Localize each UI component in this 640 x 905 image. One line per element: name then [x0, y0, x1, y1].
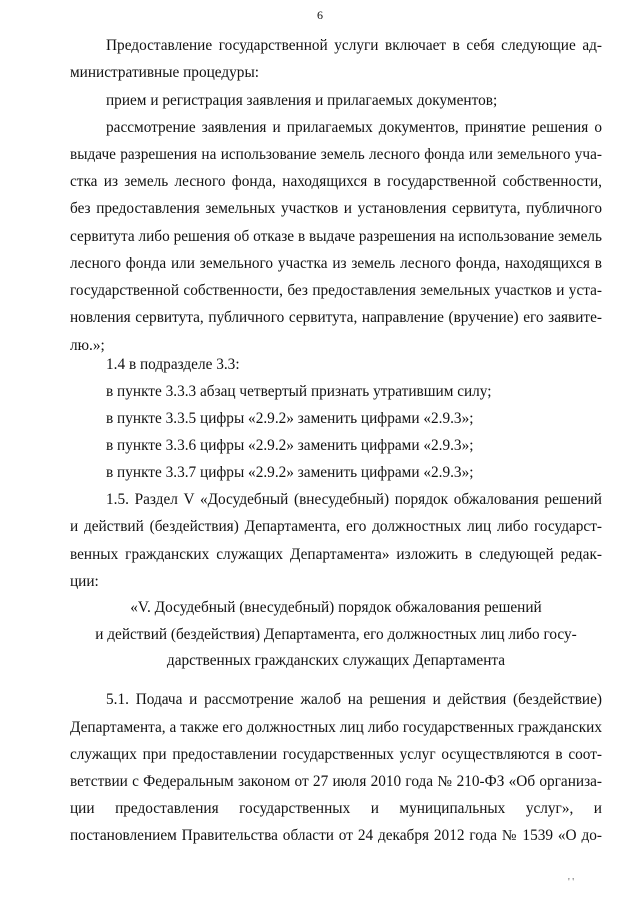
text-line: новления сервитута, публичного сервитута, направление (вручение) его заявите- — [70, 309, 602, 326]
text-line: министративные процедуры: — [70, 64, 259, 81]
text-line: в пункте 3.3.7 цифры «2.9.2» заменить цифрами «2.9.3»; — [106, 464, 474, 481]
text-line: сервитута либо решения об отказе в выдаче разрешения на использование земель — [70, 228, 602, 245]
text-line: рассмотрение заявления и прилагаемых документов, принятие решения о — [106, 119, 602, 136]
text-line: Департамента, а также его должностных лиц либо государственных гражданских — [70, 719, 602, 736]
text-line: ветствии с Федеральным законом от 27 июля 2010 года № 210-ФЗ «Об организа- — [70, 773, 602, 790]
text-line: в пункте 3.3.3 абзац четвертый признать утратившим силу; — [106, 383, 492, 400]
text-line: прием и регистрация заявления и прилагаемых документов; — [106, 92, 498, 109]
text-line: государственной собственности, без предоставления земельных участков и уста- — [70, 282, 602, 299]
page-number: 6 — [317, 8, 323, 22]
text-line: 1.5. Раздел V «Досудебный (внесудебный) порядок обжалования решений — [106, 491, 602, 508]
text-line: лесного фонда или земельного участка из земель лесного фонда, находящихся в — [70, 255, 602, 272]
text-line: без предоставления земельных участков и установления сервитута, публичного — [70, 200, 602, 217]
text-line: лю.»; — [70, 337, 105, 354]
text-line: венных гражданских служащих Департамента» изложить в следующей редак- — [70, 546, 602, 563]
text-line: ции: — [70, 573, 99, 590]
text-line: ции предоставления государственных и муниципальных услуг», и — [70, 800, 602, 817]
text-line: постановлением Правительства области от 24 декабря 2012 года № 1539 «О до- — [70, 827, 602, 844]
corner-mark: ' ' — [568, 877, 575, 888]
text-line: в пункте 3.3.6 цифры «2.9.2» заменить цифрами «2.9.3»; — [106, 437, 474, 454]
text-line: стка из земель лесного фонда, находящихся в государственной собственности, — [70, 173, 602, 190]
text-line: и действий (бездействия) Департамента, его должностных лиц либо государст- — [70, 518, 602, 535]
text-line: выдаче разрешения на использование земель лесного фонда или земельного уча- — [70, 146, 602, 163]
text-line: и действий (бездействия) Департамента, его должностных лиц либо госу- — [95, 626, 577, 643]
text-line: Предоставление государственной услуги включает в себя следующие ад- — [106, 37, 602, 54]
text-line: «V. Досудебный (внесудебный) порядок обжалования решений — [130, 599, 542, 616]
text-line: в пункте 3.3.5 цифры «2.9.2» заменить цифрами «2.9.3»; — [106, 410, 474, 427]
text-line: служащих при предоставлении государственных услуг осуществляются в соот- — [70, 746, 602, 763]
text-line: 1.4 в подразделе 3.3: — [106, 356, 240, 373]
text-line: 5.1. Подача и рассмотрение жалоб на решения и действия (бездействие) — [106, 691, 602, 708]
text-line: дарственных гражданских служащих Департамента — [166, 652, 506, 669]
